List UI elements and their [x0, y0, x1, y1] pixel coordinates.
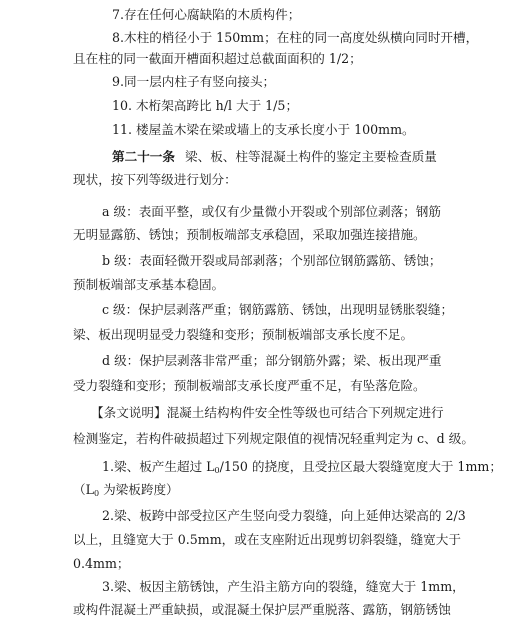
text-line: d 级：保护层剥落非常严重；部分钢筋外露；梁、板出现严重	[102, 353, 442, 368]
text-line: 0.4mm；	[73, 556, 130, 571]
text-line: c 级：保护层剥落严重；钢筋露筋、锈蚀，出现明显锈胀裂缝；	[102, 302, 454, 317]
text-line: 或构件混凝土严重缺损，或混凝土保护层严重脱落、露筋，钢筋锈蚀	[73, 602, 451, 617]
text-segment: /150 的挠度，且受拉区最大裂缝宽度大于 1mm；	[219, 459, 502, 474]
text-line	[102, 458, 502, 480]
subscript: 0	[93, 489, 100, 498]
text-line: 受力裂缝和变形；预制板端部支承长度严重不足，有坠落危险。	[73, 378, 426, 393]
text-segment: 为梁板跨度）	[99, 482, 179, 497]
text-line: 梁、板、柱等混凝土构件的鉴定主要检查质量	[185, 149, 437, 164]
text-line: 检测鉴定，若构件破损超过下列规定限值的视情况轻重判定为 c、d 级。	[73, 431, 474, 446]
article-number: 第二十一条	[112, 149, 175, 164]
subscript: 0	[214, 466, 220, 475]
text-line: 预制板端部支承基本稳固。	[73, 277, 225, 292]
text-line: 现状，按下列等级进行划分：	[73, 172, 237, 187]
text-line: 梁、板出现明显受力裂缝和变形；预制板端部支承长度不足。	[73, 327, 414, 342]
text-line: 10. 木桁架高跨比 h/l 大于 1/5；	[112, 98, 299, 113]
text-line: a 级：表面平整，或仅有少量微小开裂或个别部位剥落；钢筋	[102, 204, 441, 219]
text-line: 2.梁、板跨中部受拉区产生竖向受力裂缝，向上延伸达梁高的 2/3	[102, 508, 466, 523]
text-line	[73, 481, 179, 503]
text-line: 且在柱的同一截面开槽面积超过总截面面积的 1/2；	[73, 51, 362, 66]
text-segment: 1.梁、板产生超过 L	[102, 459, 215, 474]
text-line: b 级：表面轻微开裂或局部剥落；个别部位钢筋露筋、锈蚀；	[102, 253, 442, 268]
text-line: 9.同一层内柱子有竖向接头；	[112, 74, 276, 89]
text-line: 11. 楼屋盖木梁在梁或墙上的支承长度小于 100mm。	[112, 122, 415, 137]
text-line: 8.木柱的梢径小于 150mm；在柱的同一高度处纵横向同时开槽，	[112, 30, 479, 45]
text-line: 以上，且缝宽大于 0.5mm，或在支座附近出现剪切斜裂缝，缝宽大于	[73, 532, 461, 547]
text-line: 3.梁、板因主筋锈蚀，产生沿主筋方向的裂缝，缝宽大于 1mm，	[102, 579, 465, 594]
text-line: 无明显露筋、锈蚀；预制板端部支承稳固，采取加强连接措施。	[73, 227, 426, 242]
text-line: 7.存在任何心腐缺陷的木质构件；	[112, 7, 301, 22]
text-line: 【条文说明】混凝土结构构件安全性等级也可结合下列规定进行	[91, 405, 444, 420]
text-segment: （L	[73, 482, 94, 497]
